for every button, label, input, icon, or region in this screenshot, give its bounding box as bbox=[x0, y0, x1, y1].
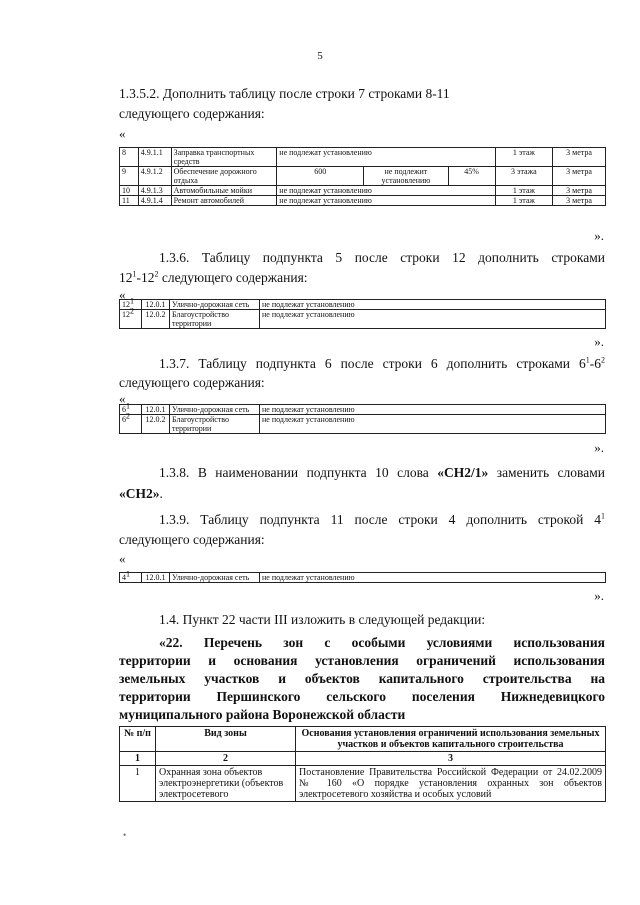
open-quote: « bbox=[119, 287, 126, 302]
close-quote: ». bbox=[594, 588, 604, 603]
column-header-zone-type: Вид зоны bbox=[156, 727, 296, 752]
table-row: 10 4.9.1.3 Автомобильные мойки не подлежат установлению 1 этаж 3 метра bbox=[120, 186, 606, 196]
table-row: $12^1$ 12.0.1 Улично-дорожная сеть не подлежат установлению bbox=[120, 300, 606, 310]
zones-table bbox=[119, 726, 606, 802]
table-number-row: 1 2 3 bbox=[120, 752, 606, 766]
close-quote: ». bbox=[594, 334, 604, 349]
table-row: 1 Охранная зона объектов электроэнергетики (объектов электросетевого Постановление Правительства Российской Федерации от 24.02.2009 № 160 «О порядке установления охранных зон объектов электросетевого хозяйства и особых условий bbox=[120, 766, 606, 802]
column-header-number: № п/п bbox=[120, 727, 156, 752]
paragraph-1-4: 1.4. Пункт 22 части III изложить в следующей редакции: bbox=[159, 612, 486, 627]
table-row-4 bbox=[119, 569, 606, 583]
paragraph-1-3-7-line1: 1.3.7. Таблицу подпункта 6 после строки 6 дополнить строками $6^1-6^2$ bbox=[159, 355, 605, 371]
paragraph-1-3-8-line1: 1.3.8. В наименовании подпункта 10 слова «СН2/1» заменить словами bbox=[159, 465, 605, 480]
heading-line2: территории и основания установления ограничений использования bbox=[119, 653, 605, 668]
heading-line1: «22. Перечень зон с особыми условиями использования bbox=[159, 635, 605, 650]
scan-mark: • bbox=[123, 830, 127, 840]
paragraph-1-3-8-line2: «СН2». bbox=[119, 486, 163, 501]
open-quote: « bbox=[119, 551, 126, 566]
table-row: 11 4.9.1.4 Ремонт автомобилей не подлежат установлению 1 этаж 3 метра bbox=[120, 196, 606, 206]
heading-line4: территории Першинского сельского поселения Нижнедевицкого bbox=[119, 689, 605, 704]
table-row: $6^1$ 12.0.1 Улично-дорожная сеть не подлежат установлению bbox=[120, 405, 606, 415]
paragraph-1-3-7-line2: следующего содержания: bbox=[119, 375, 265, 390]
table-row: $12^2$ 12.0.2 Благоустройство территории не подлежат установлению bbox=[120, 310, 606, 329]
table-rows-6 bbox=[119, 401, 606, 434]
paragraph-1-3-9-line2: следующего содержания: bbox=[119, 532, 265, 547]
table-row: $6^2$ 12.0.2 Благоустройство территории не подлежат установлению bbox=[120, 415, 606, 434]
paragraph-1-3-5-2-line1: 1.3.5.2. Дополнить таблицу после строки 7 строками 8-11 bbox=[119, 86, 450, 101]
open-quote: « bbox=[119, 391, 126, 406]
page-number: 5 bbox=[317, 50, 323, 62]
table-row: 8 4.9.1.1 Заправка транспортных средств не подлежат установлению 1 этаж 3 метра bbox=[120, 148, 606, 167]
close-quote: ». bbox=[594, 440, 604, 455]
table-row: $4^1$ 12.0.1 Улично-дорожная сеть не подлежат установлению bbox=[120, 573, 606, 583]
paragraph-1-3-6-line1: 1.3.6. Таблицу подпункта 5 после строки 12 дополнить строками bbox=[159, 250, 605, 265]
heading-line5: муниципального района Воронежской области bbox=[119, 707, 406, 722]
paragraph-1-3-5-2-line2: следующего содержания: bbox=[119, 106, 265, 121]
open-quote: « bbox=[119, 126, 126, 141]
table-header-row bbox=[120, 727, 606, 752]
column-header-basis: Основания установления ограничений использования земельных участков и объектов капитального строительства bbox=[296, 727, 606, 752]
table-row: 9 4.9.1.2 Обеспечение дорожного отдыха 600 не подлежит установлению 45% 3 этажа 3 метра bbox=[120, 167, 606, 186]
table-rows-12 bbox=[119, 296, 606, 329]
heading-line3: земельных участков и объектов капитального строительства на bbox=[119, 671, 605, 686]
paragraph-1-3-9-line1: 1.3.9. Таблицу подпункта 11 после строки 4 дополнить строкой $4^1$ bbox=[159, 511, 605, 527]
table-rows-8-11 bbox=[119, 147, 606, 206]
close-quote: ». bbox=[594, 228, 604, 243]
paragraph-1-3-6-line2: $12^1-12^2$ следующего содержания: bbox=[119, 269, 308, 285]
